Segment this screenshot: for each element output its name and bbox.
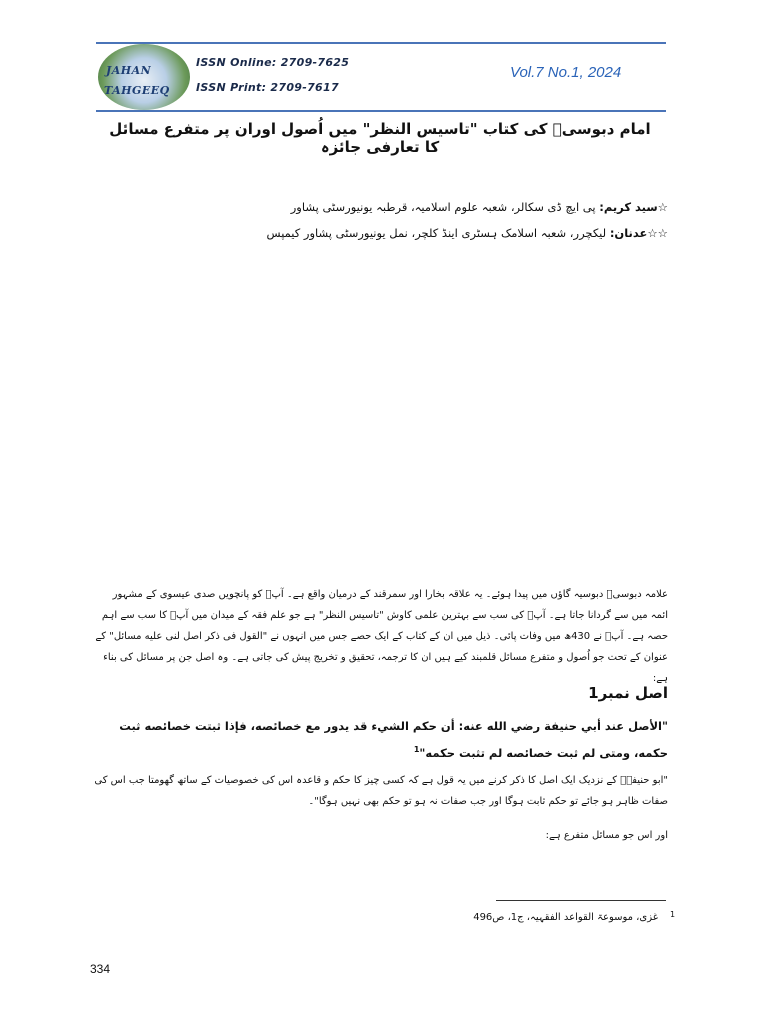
footnote-rule xyxy=(496,900,666,901)
logo-line-1: JAHAN xyxy=(106,64,152,77)
body-paragraph: علامہ دبوسیؒ دبوسیہ گاؤں میں پیدا ہوئے۔ یہ علاقہ بخارا اور سمرقند کے درمیان واقع ہے۔ آپؒ کو پانچویں صدی عیسوی کے مشہور ائمہ میں سے گردانا جاتا ہے۔ آپؒ کی سب سے بہترین علمی کاوش "تاسیس النظر" ہے جو علم فقہ کے میدان میں آپؒ کا سب سے اہم حصہ ہے۔ آپؒ نے 430ھ میں وفات پائی۔ ذیل میں ان کے کتاب کے ایک حصے جس میں انہوں نے "القول فی ذکر اصل لنی علیه مسائل" کے عنوان کے تحت جو اُصول و متفرع مسائل قلمبند کیے ہیں ان کا ترجمہ، تحقیق و تخریج پیش کی جاتی ہے۔ وہ اصل جن پر مسائل کی بناء ہے: xyxy=(95,589,668,684)
footnote-number: 1 xyxy=(670,910,676,919)
arabic-quote xyxy=(93,714,668,765)
article-title: امام دبوسیؒ کی کتاب "تاسیس النظر" میں اُصول اوران پر متفرع مسائل کا تعارفی جائزہ xyxy=(109,120,651,156)
footnote-text: غزی، موسوعۃ القواعد الفقہیہ، ج1، ص496 xyxy=(473,912,658,923)
footnote-ref[interactable]: 1 xyxy=(413,745,420,754)
logo-line-2: TAHGEEQ xyxy=(104,84,170,97)
author-1-affiliation: پی ایچ ڈی سکالر، شعبہ علوم اسلامیہ، قرطبہ یونیورسٹی پشاور xyxy=(290,200,596,214)
header-bottom-rule xyxy=(96,110,666,112)
translation: "ابو حنیفہؒ کے نزدیک ایک اصل کا ذکر کرنے میں یہ قول ہے کہ کسی چیز کا حکم و قاعدہ اس کی خصوصیات کے ساتھ گھومتا جب اس کی صفات ظاہر ہو جائے تو حکم ثابت ہوگا اور جب صفات نہ ہو تو حکم بھی نہیں ہوگا"۔ xyxy=(94,775,668,807)
author-1-name: ☆سید کریم: xyxy=(599,200,668,214)
author-2-affiliation: لیکچرر، شعبہ اسلامک ہسٹری اینڈ کلچر، نمل یونیورسٹی پشاور کیمپس xyxy=(266,226,607,240)
volume-label: Vol.7 No.1, 2024 xyxy=(510,64,622,81)
arabic-quote-text: "الأصل عند أبي حنيفة رضي الله عنه: أن حكم الشيء قد يدور مع خصائصه، فإذا ثبتت خصائصه ثبت حكمه، ومتى لم ثبت خصائصه لم تثبت حكمه" xyxy=(119,719,668,760)
followup-line: اور اس جو مسائل متفرع ہے: xyxy=(545,830,668,841)
header-top-rule xyxy=(96,42,666,44)
author-2-name: ☆☆عدنان: xyxy=(609,226,668,240)
author-1 xyxy=(108,200,668,214)
journal-logo xyxy=(98,44,190,110)
issn-online: ISSN Online: 2709-7625 xyxy=(196,56,350,69)
page-number: 334 xyxy=(90,962,111,976)
author-2 xyxy=(108,226,668,240)
section-heading: اصل نمبر1 xyxy=(588,684,668,702)
issn-print: ISSN Print: 2709-7617 xyxy=(196,81,339,94)
